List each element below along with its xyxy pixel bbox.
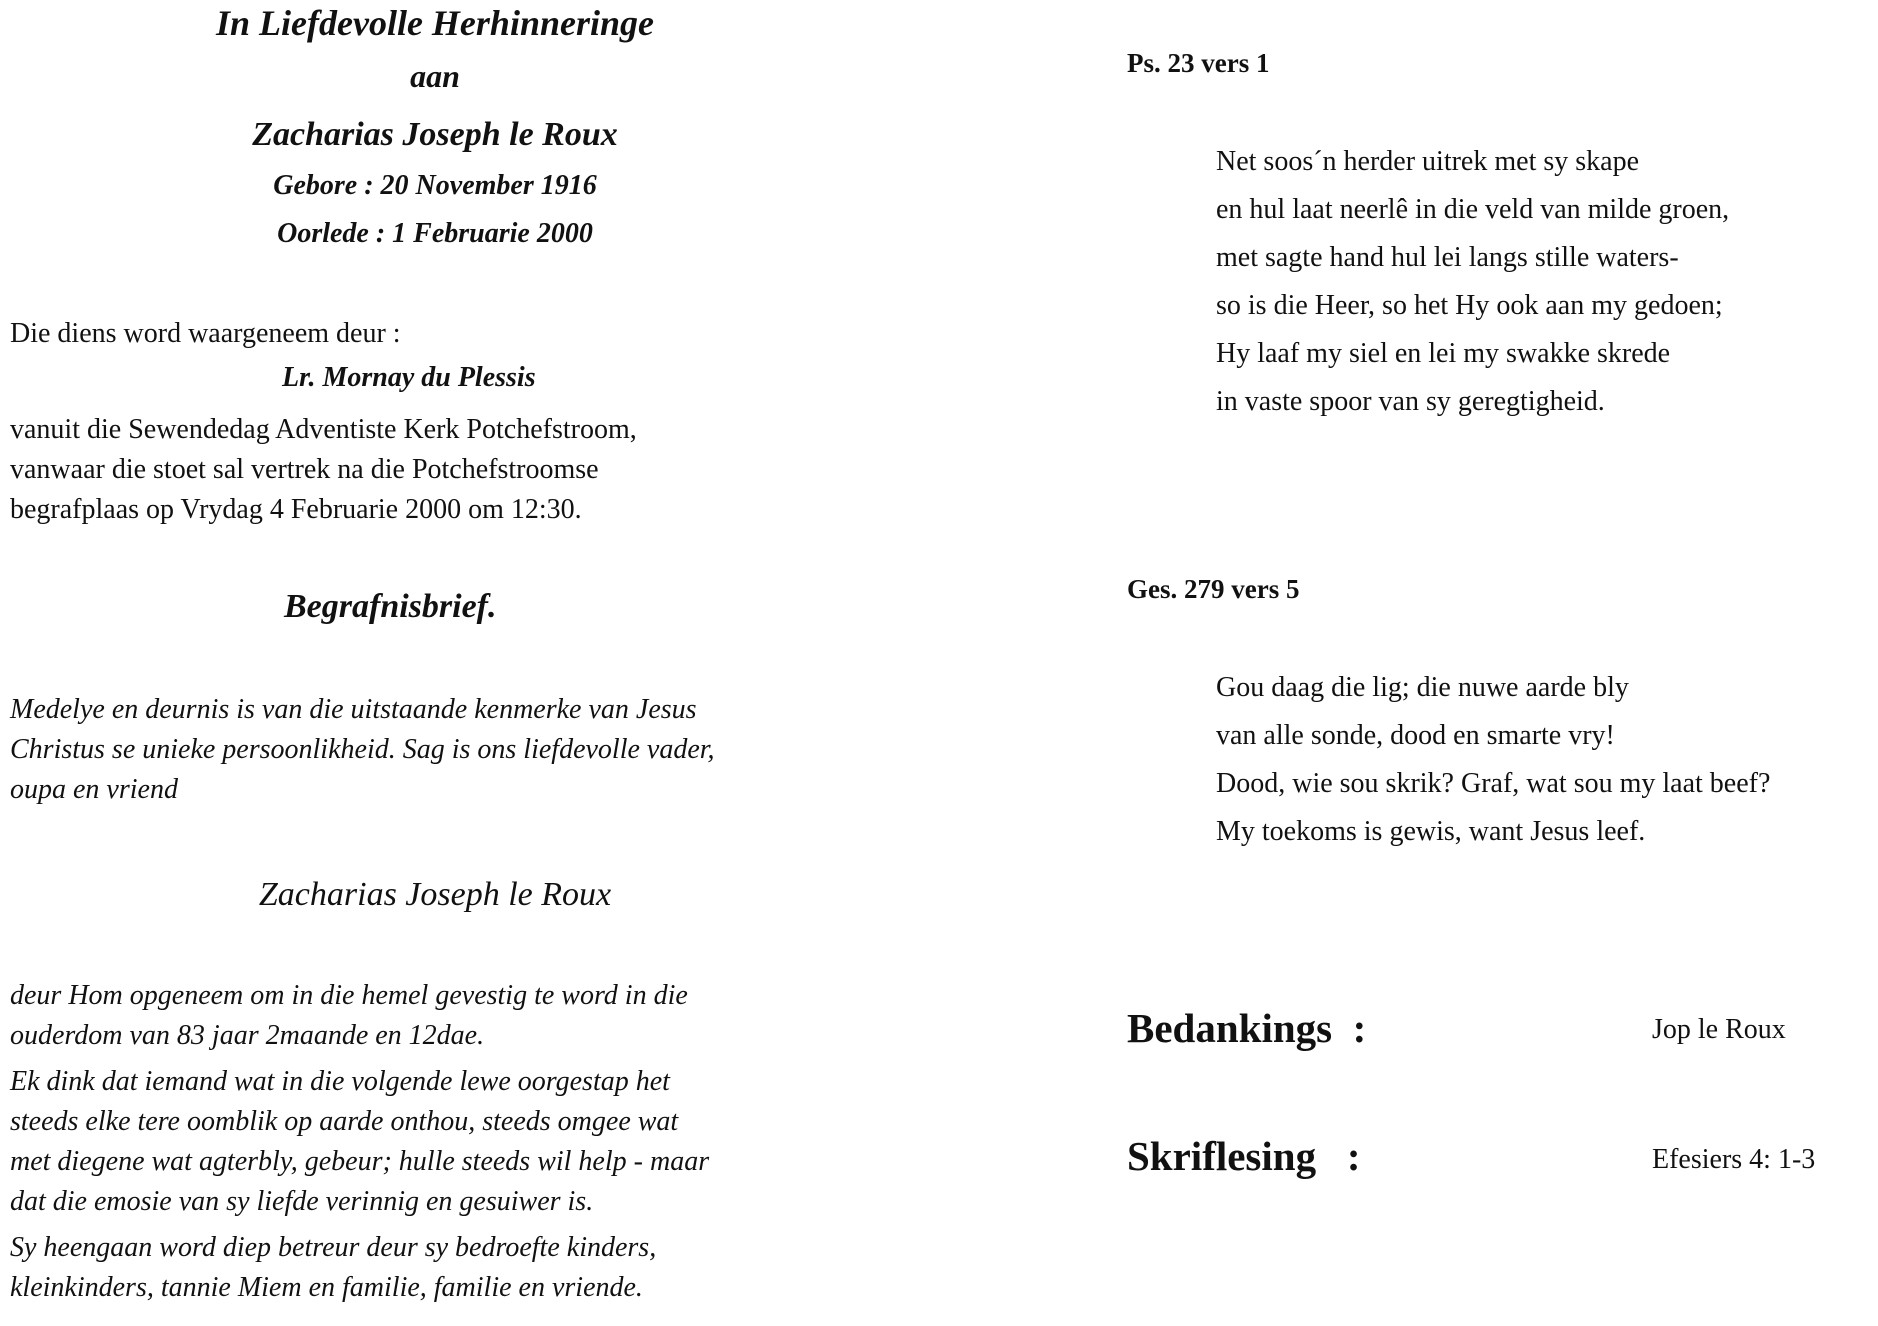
death-date: Oorlede : 1 Februarie 2000 [277,218,593,249]
verse-line: Hy laaf my siel en lei my swakke skrede [1216,338,1671,369]
paragraph-line: deur Hom opgeneem om in die hemel gevestig te word in die [10,980,688,1011]
letter-paragraph-4 [10,1228,656,1308]
verse-line: Gou daag die lig; die nuwe aarde bly [1216,672,1629,703]
verse-line: Net soos´n herder uitrek met sy skape [1216,146,1639,177]
paragraph-line: Sy heengaan word diep betreur deur sy bedroefte kinders, [10,1232,657,1263]
letter-paragraph-2 [10,976,688,1056]
verse-line: My toekoms is gewis, want Jesus leef. [1216,816,1646,847]
birth-date: Gebore : 20 November 1916 [273,170,597,201]
hymn-reference: Ges. 279 vers 5 [1127,574,1300,604]
paragraph-line: kleinkinders, tannie Miem en familie, familie en vriende. [10,1272,643,1303]
heading: In Liefdevolle Herhinneringe [216,3,654,43]
psalm-verse [1216,138,1729,426]
verse-line: van alle sonde, dood en smarte vry! [1216,720,1615,751]
thanks-value: Jop le Roux [1652,1014,1786,1045]
hymn-verse [1216,664,1770,856]
verse-line: met sagte hand hul lei langs stille waters- [1216,242,1679,273]
verse-line: Dood, wie sou skrik? Graf, wat sou my laat beef? [1216,768,1771,799]
paragraph-line: ouderdom van 83 jaar 2maande en 12dae. [10,1020,485,1051]
thanks-label: Bedankings : [1127,1005,1367,1051]
paragraph-line: Medelye en deurnis is van die uitstaande kenmerke van Jesus [10,694,697,725]
reading-label: Skriflesing : [1127,1133,1361,1179]
paragraph-line: steeds elke tere oomblik op aarde onthou, steeds omgee wat [10,1106,679,1137]
service-details [10,410,637,530]
verse-line: in vaste spoor van sy geregtigheid. [1216,386,1605,417]
paragraph-line: Ek dink dat iemand wat in die volgende lewe oorgestap het [10,1066,670,1097]
service-line: vanuit die Sewendedag Adventiste Kerk Potchefstroom, [10,414,637,445]
paragraph-line: Christus se unieke persoonlikheid. Sag is ons liefdevolle vader, [10,734,715,765]
letter-paragraph-3 [10,1062,709,1222]
verse-line: en hul laat neerlê in die veld van milde groen, [1216,194,1730,225]
reading-value: Efesiers 4: 1-3 [1652,1144,1816,1175]
deceased-name: Zacharias Joseph le Roux [252,116,618,153]
verse-line: so is die Heer, so het Hy ook aan my gedoen; [1216,290,1723,321]
service-line: vanwaar die stoet sal vertrek na die Potchefstroomse [10,454,599,485]
minister-name: Lr. Mornay du Plessis [282,362,536,393]
service-intro: Die diens word waargeneem deur : [10,318,401,349]
psalm-reference: Ps. 23 vers 1 [1127,48,1270,78]
deceased-name-repeat: Zacharias Joseph le Roux [258,876,612,913]
aan-text: aan [410,58,460,94]
paragraph-line: met diegene wat agterbly, gebeur; hulle steeds wil help - maar [10,1146,710,1177]
service-line: begrafplaas op Vrydag 4 Februarie 2000 om 12:30. [10,494,582,525]
letter-paragraph-1 [10,690,715,810]
paragraph-line: oupa en vriend [10,774,178,805]
letter-title: Begrafnisbrief. [284,588,497,625]
paragraph-line: dat die emosie van sy liefde verinnig en gesuiwer is. [10,1186,594,1217]
